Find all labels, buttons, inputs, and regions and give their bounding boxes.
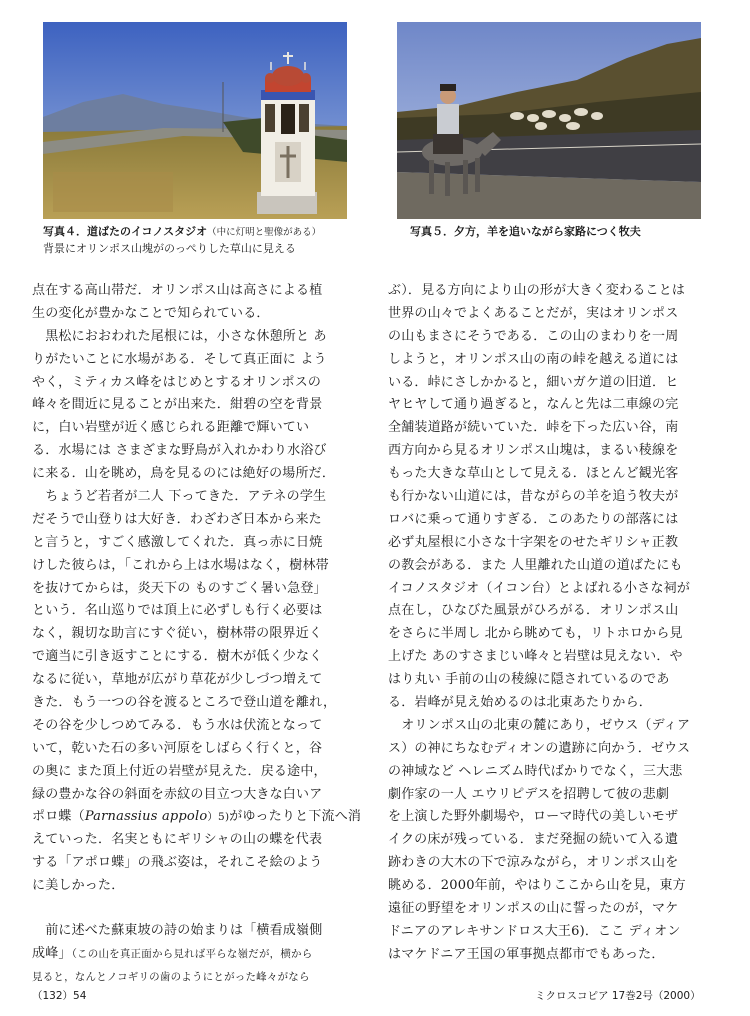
text-line: に美しかった． bbox=[32, 878, 125, 894]
reference-mark: ）5) bbox=[207, 811, 230, 824]
text-line: 緑の豊かな谷の斜面を赤紋の目立つ大きな白いア bbox=[32, 786, 323, 802]
text-line: をさらに半周し 北から眺めても，リトホロから見 bbox=[388, 626, 683, 642]
photo4-caption bbox=[43, 224, 321, 257]
paragraph-gap bbox=[32, 898, 362, 920]
text-line: いる．峠にさしかかると，細いガケ道の旧道．ヒ bbox=[388, 374, 679, 390]
photo4-caption-label: 写真４．道ばたのイコノスタジオ bbox=[43, 225, 208, 238]
text-line: ヤヒヤして通り過ぎると，なんと先は二車線の完 bbox=[388, 397, 679, 413]
text-line: もった大きな草山として見える．ほとんど観光客 bbox=[388, 466, 679, 482]
text-line: オリンポス山の北東の麓にあり，ゼウス（ディア bbox=[388, 717, 691, 733]
text-line: なく，親切な助言にすぐ従い，樹林帯の限界近く bbox=[32, 626, 323, 642]
text-line: いて，乾いた石の多い河原をしばらく行くと，谷 bbox=[32, 740, 323, 756]
text-line: る．岩峰が見え始めるのは北東あたりから． bbox=[388, 695, 653, 711]
text-line: 見ると，なんとノコギリの歯のようにとがった峰々がなら bbox=[32, 970, 310, 983]
photo5-caption bbox=[410, 224, 641, 240]
text-line: 必ず丸屋根に小さな十字架をのせたギリシャ正教 bbox=[388, 534, 679, 550]
text-line: だそうで山登りは大好き．わざわざ日本から来た bbox=[32, 511, 322, 527]
text-line: に来る．山を眺め，鳥を見るのには絶好の場所だ． bbox=[32, 466, 336, 482]
text-line: する「アポロ蝶」の飛ぶ姿は，それこそ絵のよう bbox=[32, 855, 323, 871]
text-line: ちょうど若者が二人 下ってきた．アテネの学生 bbox=[32, 489, 327, 505]
text-line: 上げた あのすさまじい峰々と岩壁は見えない．や bbox=[388, 649, 683, 665]
text-line: で適当に引き返すことにする．樹木が低く少なく bbox=[32, 649, 323, 665]
text-line: の奥に また頂上付近の岩壁が見えた．戻る途中， bbox=[32, 763, 327, 779]
latin-species-name: Parnassius appolo bbox=[84, 809, 208, 825]
page-number: （132）54 bbox=[32, 990, 87, 1002]
text-line: と言うと，すごく感激してくれた．真っ赤に日焼 bbox=[32, 534, 323, 550]
text-line: 世界の山々でよくあることだが，実はオリンポス bbox=[388, 305, 679, 321]
text-line: 生の変化が豊かなことで知られている． bbox=[32, 305, 270, 321]
text-line: 前に述べた蘇東坡の詩の始まりは「横看成嶺側 bbox=[32, 923, 323, 939]
text-line: 西方向から見るオリンポス山塊は，まるい稜線を bbox=[388, 443, 679, 459]
text-line: 点在し，ひなびた風景がひろがる．オリンポス山 bbox=[388, 603, 679, 619]
text-line: に，白い岩壁が近く感じられる距離で輝いてい bbox=[32, 420, 310, 436]
text-line: 眺める．2000年前，やはりここから山を見，東方 bbox=[388, 878, 686, 894]
text-line: りがたいことに水場がある．そして真正面に よう bbox=[32, 351, 327, 367]
text-line: の神域など ヘレニズム時代ばかりでなく，三大悲 bbox=[388, 763, 683, 779]
text-line: はマケドニア王国の軍事拠点都市でもあった． bbox=[388, 946, 665, 962]
text-line: きた．もう一つの谷を渡るところで登山道を離れ， bbox=[32, 695, 337, 711]
text-line: 点在する高山帯だ．オリンポス山は高さによる植 bbox=[32, 283, 323, 298]
left-text-column bbox=[32, 280, 362, 989]
text-line bbox=[32, 806, 362, 829]
text-line: えていった．名実ともにギリシャの山の蝶を代表 bbox=[32, 832, 323, 848]
text-line: という．名山巡りでは頂上に必ずしも行く必要は bbox=[32, 603, 323, 619]
text-line: その谷を少しつめてみる．もう水は伏流となって bbox=[32, 717, 323, 733]
text-line: 遠征の野望をオリンポスの山に誓ったのが，マケ bbox=[388, 901, 679, 917]
text-segment: がゆったりと下流へ消 bbox=[229, 809, 362, 825]
right-text-column bbox=[388, 280, 728, 967]
text-line: ロバに乗って通りすぎる．このあたりの部落には bbox=[388, 511, 679, 527]
text-segment: ポロ蝶（ bbox=[32, 809, 85, 825]
text-line: 峰々を間近に見ることが出来た．紺碧の空を背景 bbox=[32, 397, 323, 413]
translation-note: （この山を真正面から見れば平らな嶺だが，横から bbox=[71, 947, 313, 960]
text-line: はり丸い 手前の山の稜線に隠されているのであ bbox=[388, 672, 670, 688]
text-line: ス）の神にちなむディオンの遺跡に向かう．ゼウス bbox=[388, 740, 691, 756]
text-line: イクの床が残っている．まだ発掘の続いて入る遺 bbox=[388, 832, 679, 848]
text-line: も行かない山道には，昔ながらの羊を追う牧夫が bbox=[388, 489, 679, 505]
photo4-caption-line2: 背景にオリンポス山塊がのっぺりした草山に見える bbox=[43, 242, 296, 255]
text-line: イコノスタジオ（イコン台）とよばれる小さな祠が bbox=[388, 580, 691, 596]
text-line: やく，ミティカス峰をはじめとするオリンポスの bbox=[32, 374, 322, 390]
text-line bbox=[32, 943, 362, 966]
shepherd-on-donkey-photo bbox=[397, 22, 701, 219]
text-line: を上演した野外劇場や，ローマ時代の美しいモザ bbox=[388, 809, 679, 825]
text-line: 黒松におおわれた尾根には，小さな休憩所と あ bbox=[32, 328, 327, 344]
text-line: ドニアのアレキサンドロス大王6)．ここ ディオン bbox=[388, 923, 681, 939]
journal-citation: ミクロスコピア 17巻2号（2000） bbox=[535, 990, 701, 1002]
text-line: の山もまさにそうである．この山のまわりを一周 bbox=[388, 328, 679, 344]
text-line: ぶ）．見る方向により山の形が大きく変わることは bbox=[388, 283, 686, 298]
text-line: る．水場には さまざまな野鳥が入れかわり水浴び bbox=[32, 443, 327, 459]
text-segment: 成峰」 bbox=[32, 945, 72, 961]
roadside-shrine-photo bbox=[43, 22, 347, 219]
text-line: なるに従い，草地が広がり草花が少しづつ増えて bbox=[32, 672, 323, 688]
text-line: 劇作家の一人 エウリピデスを招聘して彼の悲劇 bbox=[388, 786, 670, 802]
text-line: しようと，オリンポス山の南の峠を越える道には bbox=[388, 351, 679, 367]
text-line: 全舗装道路が続いていた．峠を下った広い谷，南 bbox=[388, 420, 679, 436]
text-line: 跡わきの大木の下で涼みながら，オリンポス山を bbox=[388, 855, 679, 871]
photo5-caption-label: 写真５．夕方，羊を追いながら家路につく牧夫 bbox=[410, 225, 641, 238]
text-line: を抜けてからは，炎天下の ものすごく暑い急登」 bbox=[32, 580, 327, 596]
text-line: の教会がある．また 人里離れた山道の道ばたにも bbox=[388, 557, 683, 573]
photo4-caption-note: （中に灯明と聖像がある） bbox=[207, 227, 322, 238]
text-line: けした彼らは，「これから上は水場はなく，樹林帯 bbox=[32, 557, 329, 573]
